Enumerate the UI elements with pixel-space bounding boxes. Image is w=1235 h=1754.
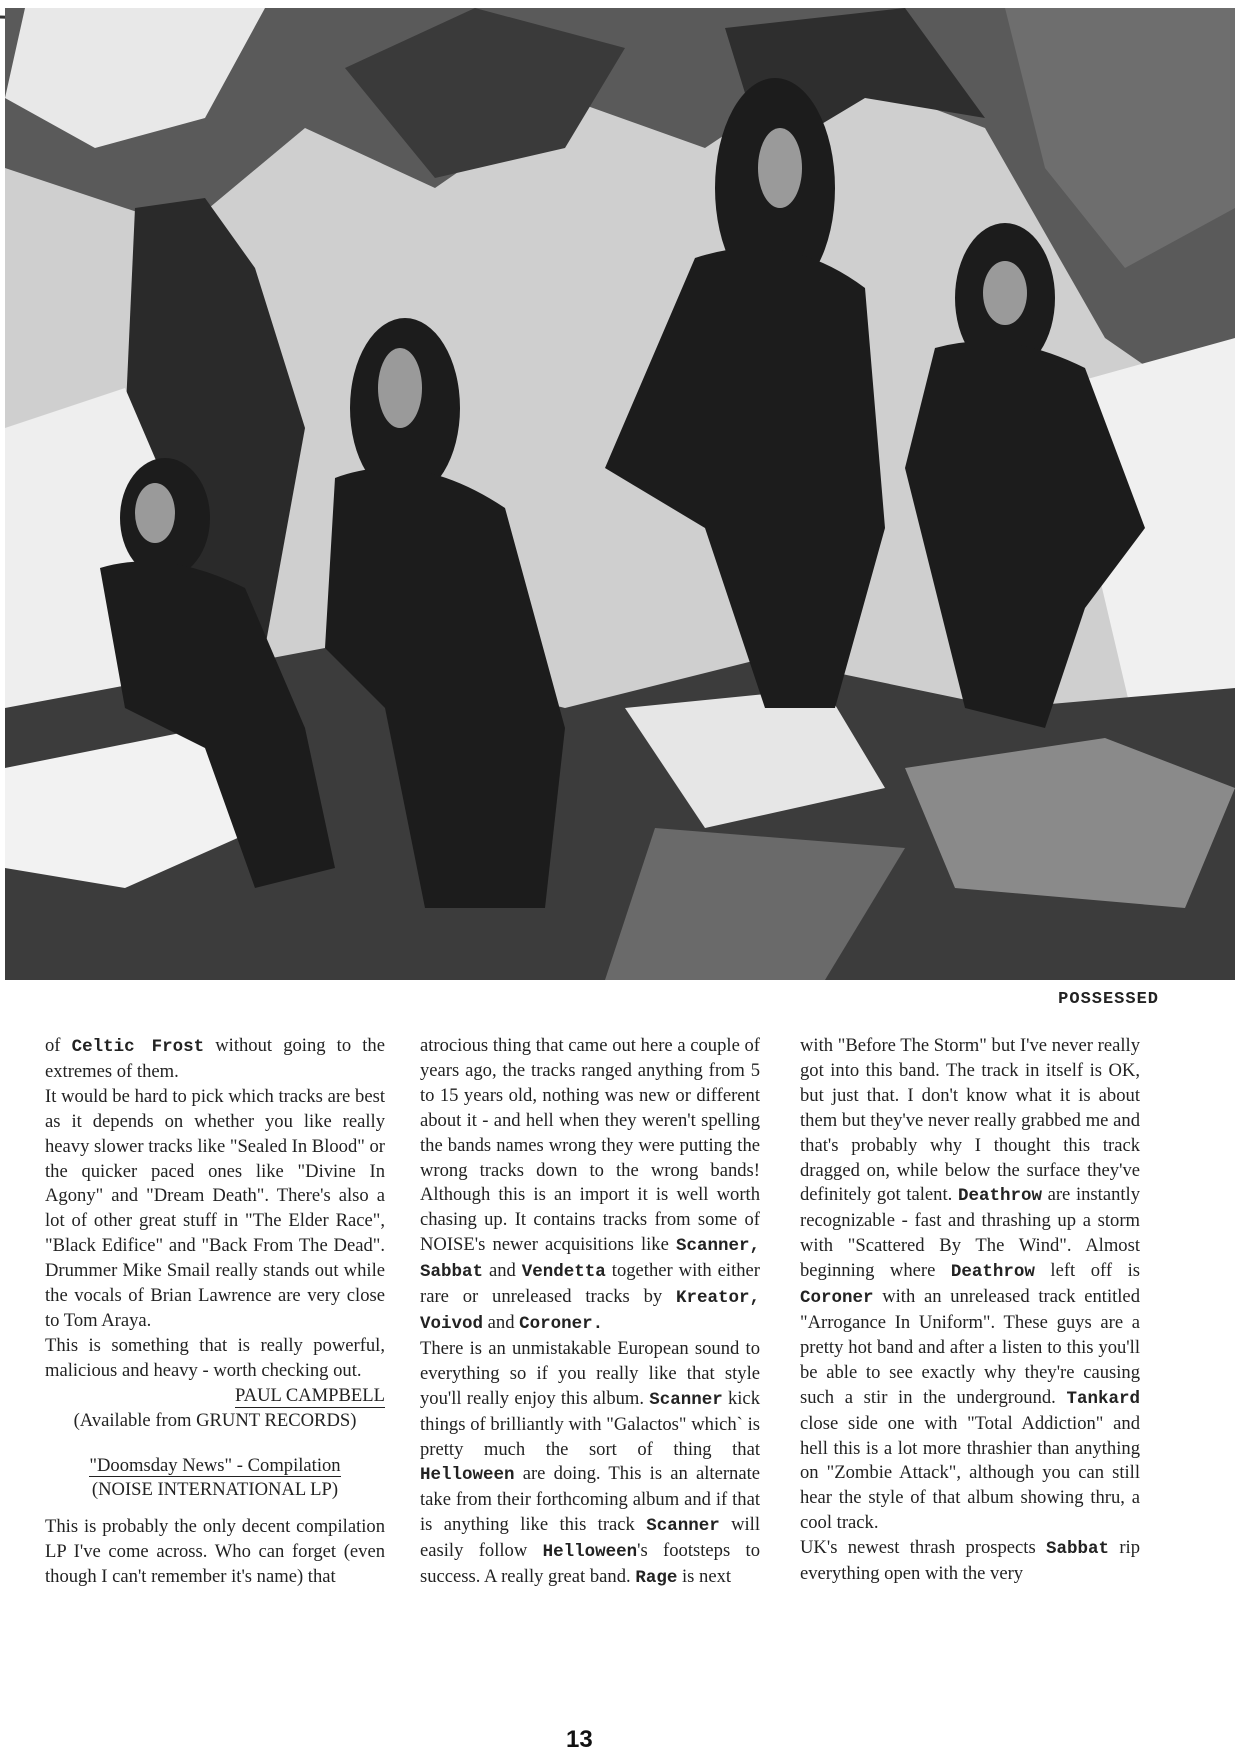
review-format: (NOISE INTERNATIONAL LP) xyxy=(91,1479,339,1501)
band-name: Deathrow xyxy=(957,1186,1042,1207)
band-name: Coroner. xyxy=(519,1313,604,1334)
band-name: Tankard xyxy=(1066,1388,1140,1409)
review-title: "Doomsday News" - Compilation xyxy=(89,1454,341,1476)
article-column-2 xyxy=(420,1034,760,1591)
band-name: Scanner xyxy=(649,1389,723,1410)
band-name: Sabbat xyxy=(1046,1539,1110,1560)
paragraph: It would be hard to pick which tracks are best as it depends on whether you like really heavy slower tracks like "Sealed In Blood" or the quicker paced ones like "Divine In Agony" and "Dream Death". There's also a lot of other great stuff in "The Elder Race", "Black Edifice" and "Back From The Dead". Drummer Mike Smail really stands out while the vocals of Brian Lawrence are very close to Tom Araya. xyxy=(45,1085,385,1331)
article-column-1 xyxy=(45,1034,385,1590)
band-photo-illustration xyxy=(5,8,1235,980)
band-name: Voivod xyxy=(420,1313,484,1334)
band-name: Vendetta xyxy=(521,1262,606,1283)
photo-caption: POSSESSED xyxy=(1058,990,1159,1009)
paragraph: with "Before The Storm" but I've never really got into this band. The track in itself is OK, but just that. I don't know what it is about them but they've never really grabbed me and that's probably why I thought this track dragged on, while below the surface they've definitely got talent. Deathrow are instantly recognizable - fast and thrashing up a storm with "Scattered By The Wind". Almost beginning where Deathrow left off is Coroner with an unreleased track entitled "Arrogance In Uniform". These guys are a pretty hot band and after a listen to this you'll be able to see exactly why they're causing such a stir in the underground. Tankard close side one with "Total Addiction" and hell this is a lot more thrashier than anything on "Zombie Attack", although you can still hear the style of that album showing thru, a cool track. xyxy=(800,1035,1141,1534)
band-name: Scanner xyxy=(646,1516,720,1537)
paragraph: atrocious thing that came out here a couple of years ago, the tracks ranged anything from 5 to 15 years old, nothing was new or different about it - and hell when they weren't spelling the bands names wrong they were putting the wrong tracks down to the wrong bands! Although this is an import it is well worth chasing up. It contains tracks from some of NOISE's newer acquisitions like Scanner, Sabbat and Vendetta together with either rare or unreleased tracks by Kreator, Voivod and Coroner. xyxy=(420,1035,760,1334)
band-name: Coroner xyxy=(800,1288,874,1309)
band-name: Scanner, xyxy=(675,1236,760,1257)
band-photo xyxy=(5,8,1235,980)
availability-note: (Available from GRUNT RECORDS) xyxy=(73,1409,357,1431)
band-name: Celtic Frost xyxy=(71,1037,205,1057)
reviewer-byline: PAUL CAMPBELL xyxy=(235,1384,385,1406)
paragraph: There is an unmistakable European sound to everything so if you really like that style you'll really enjoy this album. Scanner kick things of brilliantly with "Galactos" which` is pretty much the sort of thing that Helloween are doing. This is an alternate take from their forthcoming album and if that is anything like this track Scanner will easily follow Helloween's footsteps to success. A really great band. Rage is next xyxy=(420,1337,760,1589)
band-name: Rage xyxy=(635,1568,678,1589)
band-name: Helloween xyxy=(542,1542,638,1563)
band-name: Deathrow xyxy=(950,1262,1035,1283)
paragraph: UK's newest thrash prospects Sabbat rip everything open with the very xyxy=(800,1537,1140,1585)
paragraph: of Celtic Frost without going to the extremes of them. xyxy=(45,1035,385,1082)
article-column-3 xyxy=(800,1034,1140,1587)
band-name: Kreator, xyxy=(675,1288,760,1309)
band-name: Sabbat xyxy=(420,1262,484,1283)
paragraph: This is something that is really powerful, malicious and heavy - worth checking out. xyxy=(45,1334,385,1381)
page-number: 13 xyxy=(566,1726,593,1753)
band-name: Helloween xyxy=(420,1465,515,1486)
paragraph: This is probably the only decent compilation LP I've come across. Who can forget (even though I can't remember it's name) that xyxy=(45,1516,385,1588)
